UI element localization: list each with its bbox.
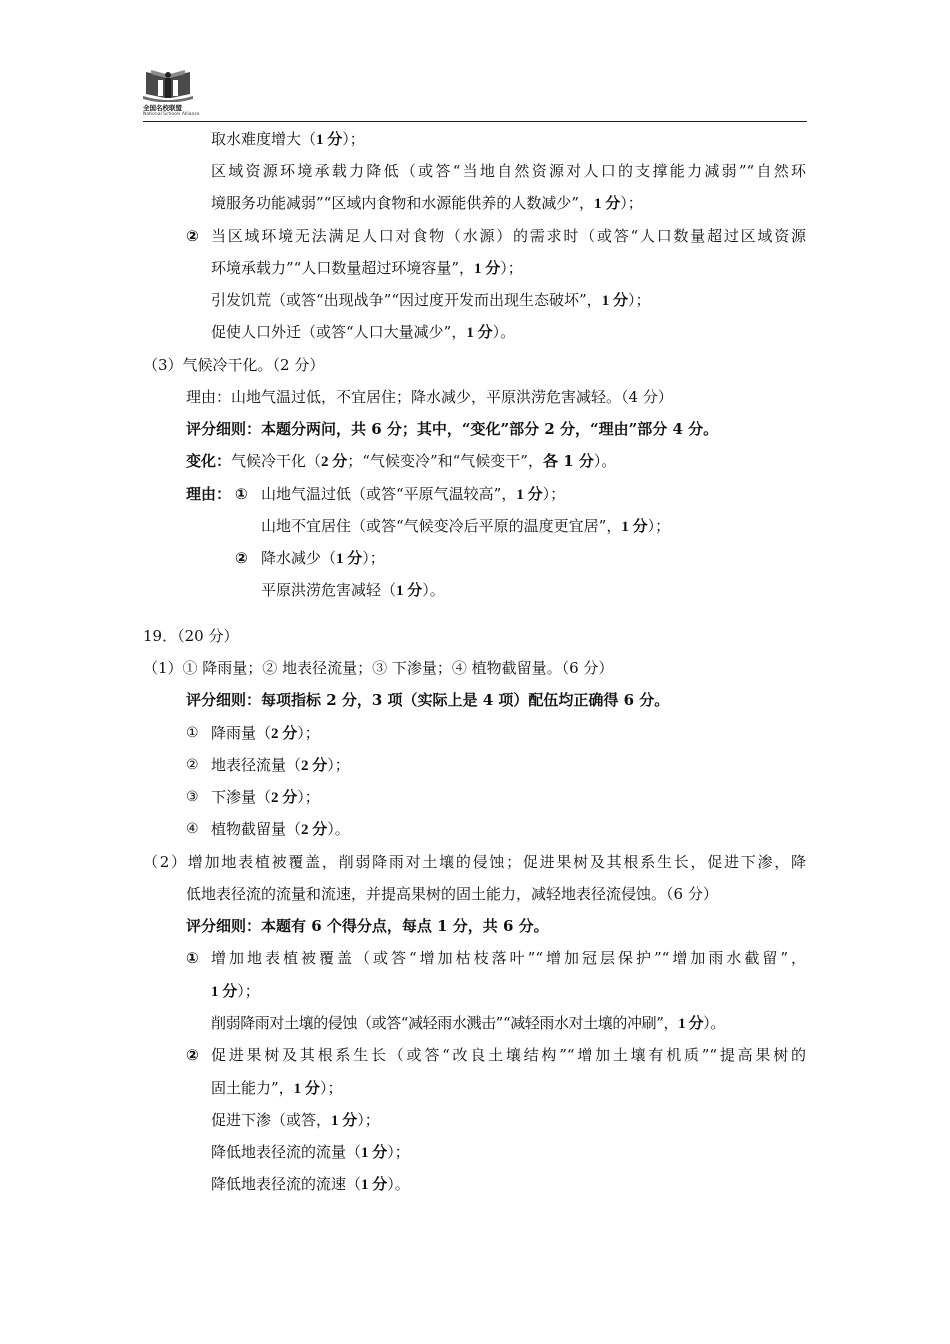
item-marker: ① <box>186 949 199 967</box>
text-line: 引发饥荒（或答“出现战争”“因过度开发而出现生态破坏”，1 分）； <box>211 291 651 309</box>
text-line: 降低地表径流的流速（1 分）。 <box>211 1175 410 1193</box>
text-line: 理由：山地气温过低，不宜居住；降水减少，平原洪涝危害减轻。（4 分） <box>186 388 673 406</box>
text-line: 增加地表植被覆盖（或答“增加枯枝落叶”“增加冠层保护”“增加雨水截留”， <box>211 949 806 967</box>
text-line: 植物截留量（2 分）。 <box>211 820 350 838</box>
scoring-rule: 评分细则：每项指标 2 分，3 项（实际上是 4 项）配伍均正确得 6 分。 <box>186 691 670 709</box>
text-line: 环境承载力”“人口数量超过环境容量”，1 分）； <box>211 259 523 277</box>
text-line: 低地表径流的流量和流速，并提高果树的固土能力，减轻地表径流侵蚀。（6 分） <box>186 885 718 903</box>
alliance-logo <box>143 66 223 122</box>
item-marker: ② <box>186 227 199 245</box>
item-marker: ① <box>186 725 199 741</box>
text-line: 固土能力”，1 分）； <box>211 1079 343 1097</box>
item-marker: ① <box>235 485 248 503</box>
text-line: 削弱降雨对土壤的侵蚀（或答“减轻雨水溅击”“减轻雨水对土壤的冲刷”，1 分）。 <box>211 1014 725 1032</box>
text-line: 理由： <box>186 485 232 503</box>
item-marker: ③ <box>186 789 199 805</box>
item-marker: ④ <box>186 821 199 837</box>
text-line: 区域资源环境承载力降低（或答“当地自然资源对人口的支撑能力减弱”“自然环 <box>211 162 806 180</box>
text-line: 变化：气候冷干化（2 分；“气候变冷”和“气候变干”，各 1 分）。 <box>186 452 617 470</box>
logo-english-name: National Schools Alliance <box>143 112 200 117</box>
text-line: 当区域环境无法满足人口对食物（水源）的需求时（或答“人口数量超过区域资源 <box>211 227 806 245</box>
text-line: 平原洪涝危害减轻（1 分）。 <box>261 581 445 599</box>
text-line: 促使人口外迁（或答“人口大量减少”，1 分）。 <box>211 323 516 341</box>
item-marker: ② <box>186 757 199 773</box>
text-line: 地表径流量（2 分）； <box>211 756 350 774</box>
question-number: 19．（20 分） <box>143 627 239 645</box>
text-line: 境服务功能减弱”“区域内食物和水源能供养的人数减少”，1 分）； <box>211 194 643 212</box>
text-line: 下渗量（2 分）； <box>211 788 320 806</box>
item-marker: ② <box>235 549 248 567</box>
text-line: 降雨量（2 分）； <box>211 724 320 742</box>
scoring-rule: 评分细则：本题分两问，共 6 分；其中，“变化”部分 2 分，“理由”部分 4 分。 <box>186 420 719 438</box>
text-line: 山地气温过低（或答“平原气温较高”，1 分）； <box>261 485 566 503</box>
header-rule <box>143 121 807 122</box>
text-line: 促进下渗（或答，1 分）； <box>211 1111 380 1129</box>
text-line: 取水难度增大（1 分）； <box>211 130 365 148</box>
question-part-1: （1）① 降雨量；② 地表径流量；③ 下渗量；④ 植物截留量。（6 分） <box>143 659 614 677</box>
question-part-2: （2）增加地表植被覆盖，削弱降雨对土壤的侵蚀；促进果树及其根系生长，促进下渗，降 <box>143 853 806 871</box>
text-line: 降低地表径流的流量（1 分）； <box>211 1143 410 1161</box>
item-marker: ② <box>186 1046 199 1064</box>
question-part-3: （3）气候冷干化。（2 分） <box>143 356 325 374</box>
scoring-rule: 评分细则：本题有 6 个得分点，每点 1 分，共 6 分。 <box>186 917 549 935</box>
text-line: 山地不宜居住（或答“气候变冷后平原的温度更宜居”，1 分）； <box>261 517 671 535</box>
text-line: 促进果树及其根系生长（或答“改良土壤结构”“增加土壤有机质”“提高果树的 <box>211 1046 806 1064</box>
logo-chinese-name: 全国名校联盟 <box>143 104 182 112</box>
text-line: 降水减少（1 分）； <box>261 549 385 567</box>
text-line: 1 分）； <box>211 982 260 1000</box>
open-book-logo-icon <box>143 66 193 102</box>
